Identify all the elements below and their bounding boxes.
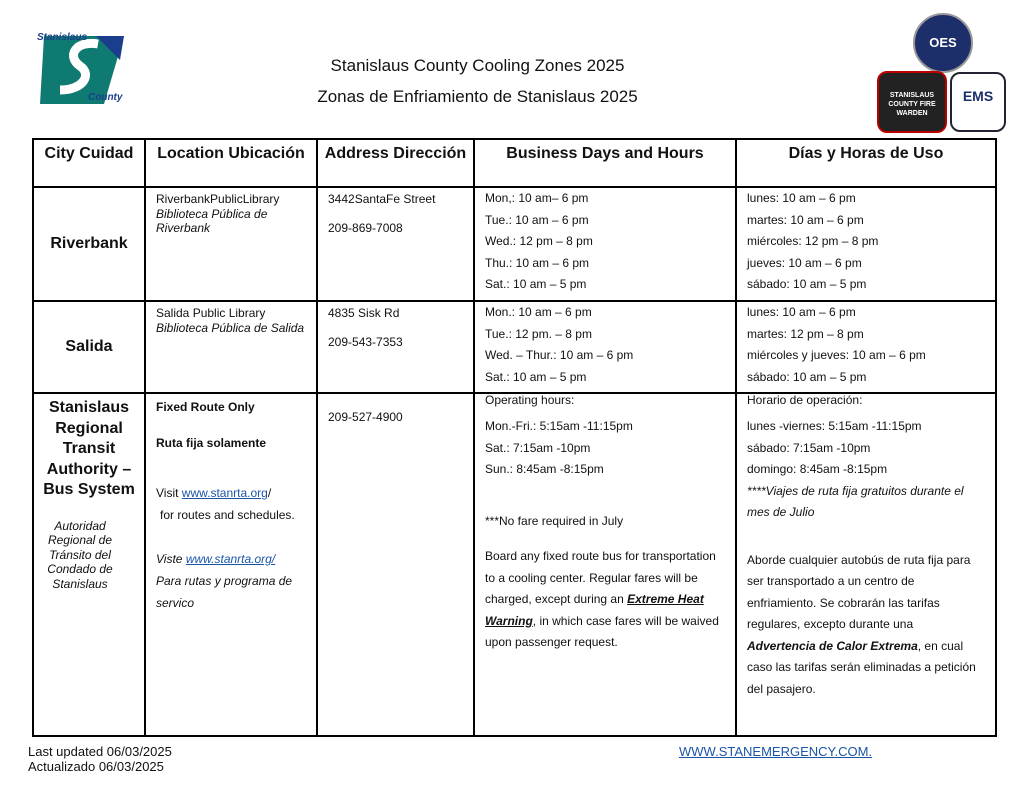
table-row bbox=[33, 393, 996, 736]
phone-number: 209-543-7353 bbox=[328, 334, 403, 349]
table-header-row bbox=[33, 139, 996, 187]
header-location: Location Ubicación bbox=[145, 139, 317, 187]
location-riverbank bbox=[145, 187, 317, 301]
stanrta-link[interactable]: www.stanrta.org bbox=[181, 486, 268, 500]
hours-line: Thu.: 10 am – 6 pm bbox=[485, 255, 590, 270]
no-fare-note: ***No fare required in July bbox=[485, 513, 624, 528]
location-name-es: Biblioteca Pública de Salida bbox=[156, 320, 305, 335]
visit-line bbox=[156, 482, 306, 504]
hours-salida bbox=[474, 301, 736, 393]
address-street: 3442SantaFe Street bbox=[328, 192, 436, 206]
page-title: Stanislaus County Cooling Zones 2025 bbox=[330, 56, 625, 75]
city-salida: Salida bbox=[33, 301, 145, 393]
logo-text-bottom: County bbox=[88, 92, 123, 103]
fire-warden-badge bbox=[877, 71, 947, 133]
hours-transit bbox=[474, 393, 736, 736]
horario-label: Horario de operación: bbox=[747, 393, 863, 407]
board-text-1: Board any fixed route bus for transportation to a cooling center. Regular fares will be charged, except during an bbox=[485, 549, 716, 606]
fixed-route-label-es: Ruta fija solamente bbox=[156, 436, 267, 450]
board-text-2: , in which case fares will be waived upon passenger request. bbox=[485, 613, 719, 649]
ems-badge-text: EMS bbox=[962, 88, 994, 104]
location-transit bbox=[145, 393, 317, 736]
address-riverbank bbox=[317, 187, 474, 301]
board-text bbox=[485, 546, 725, 654]
fixed-route-label: Fixed Route Only bbox=[156, 400, 255, 414]
location-name: Salida Public Library bbox=[156, 306, 266, 320]
horas-line: martes: 10 am – 6 pm bbox=[747, 212, 864, 227]
hours-line: Sat.: 10 am – 5 pm bbox=[485, 369, 587, 384]
page-subtitle: Zonas de Enfriamiento de Stanislaus 2025 bbox=[317, 87, 638, 106]
oes-seal bbox=[913, 13, 973, 73]
horas-transit bbox=[736, 393, 996, 736]
phone-number: 209-527-4900 bbox=[328, 410, 403, 424]
aborde-text-1: Aborde cualquier autobús de ruta fija para ser transportado a un centro de enfriamiento. Se cobrarán las tarifas regulares, excepto durante una bbox=[747, 552, 971, 631]
horas-line: sábado: 7:15am -10pm bbox=[747, 440, 871, 455]
table-row bbox=[33, 187, 996, 301]
horas-line: miércoles y jueves: 10 am – 6 pm bbox=[747, 348, 926, 362]
fire-badge-text: STANISLAUS COUNTY FIRE WARDEN bbox=[888, 92, 936, 117]
horas-line: martes: 12 pm – 8 pm bbox=[747, 326, 864, 341]
location-salida bbox=[145, 301, 317, 393]
hours-line: Wed.: 12 pm – 8 pm bbox=[485, 234, 593, 248]
extreme-heat-warning: Extreme Heat Warning bbox=[485, 592, 704, 628]
horas-line: miércoles: 12 pm – 8 pm bbox=[747, 234, 879, 248]
link-slash: / bbox=[267, 486, 272, 500]
hours-line: Sat.: 10 am – 5 pm bbox=[485, 277, 587, 291]
city-riverbank: Riverbank bbox=[33, 187, 145, 301]
stanrta-link-es[interactable]: www.stanrta.org/ bbox=[185, 552, 276, 566]
last-updated: Last updated 06/03/2025 Actualizado 06/03/2025 bbox=[28, 744, 172, 774]
hours-line: Tue.: 10 am – 6 pm bbox=[485, 212, 589, 227]
header-city: City Cuidad bbox=[33, 139, 145, 187]
hours-line: Sat.: 7:15am -10pm bbox=[485, 440, 591, 455]
oes-seal-text: OES bbox=[929, 35, 957, 50]
hours-line: Mon.-Fri.: 5:15am -11:15pm bbox=[485, 419, 633, 433]
viste-text: Viste bbox=[156, 552, 183, 566]
address-street: 4835 Sisk Rd bbox=[328, 306, 400, 320]
hours-line: Mon,: 10 am– 6 pm bbox=[485, 191, 589, 205]
horas-line: lunes: 10 am – 6 pm bbox=[747, 305, 856, 319]
city-transit bbox=[33, 393, 145, 736]
city-transit-name-es: Autoridad Regional de Tránsito del Condado de Stanislaus bbox=[47, 518, 113, 591]
gratis-note: ****Viajes de ruta fija gratuitos durante el mes de Julio bbox=[747, 483, 964, 519]
cooling-zones-table bbox=[32, 138, 997, 737]
location-name: RiverbankPublicLibrary bbox=[156, 192, 280, 206]
routes-text: for routes and schedules. bbox=[160, 508, 295, 522]
aborde-text-2: , en cual caso las tarifas serán eliminadas a petición del pasajero. bbox=[747, 638, 976, 696]
horas-riverbank bbox=[736, 187, 996, 301]
horas-line: lunes -viernes: 5:15am -11:15pm bbox=[747, 419, 922, 433]
logo-text-top: Stanislaus bbox=[37, 32, 88, 43]
hours-line: Mon.: 10 am – 6 pm bbox=[485, 305, 592, 319]
horas-line: sábado: 10 am – 5 pm bbox=[747, 369, 867, 384]
hours-riverbank bbox=[474, 187, 736, 301]
rutas-text: Para rutas y programa de servico bbox=[156, 574, 293, 610]
horas-line: domingo: 8:45am -8:15pm bbox=[747, 462, 888, 476]
hours-line: Tue.: 12 pm. – 8 pm bbox=[485, 326, 592, 341]
hours-line: Sun.: 8:45am -8:15pm bbox=[485, 462, 604, 476]
location-name-es: Biblioteca Pública de Riverbank bbox=[156, 206, 268, 235]
visit-text: Visit bbox=[156, 486, 179, 500]
address-salida bbox=[317, 301, 474, 393]
header-horas: Días y Horas de Uso bbox=[736, 139, 996, 187]
city-transit-name: Stanislaus Regional Transit Authority – Bus System bbox=[43, 399, 135, 498]
header-hours: Business Days and Hours bbox=[474, 139, 736, 187]
address-transit bbox=[317, 393, 474, 736]
horas-line: sábado: 10 am – 5 pm bbox=[747, 277, 867, 291]
horas-line: lunes: 10 am – 6 pm bbox=[747, 191, 856, 205]
advertencia-calor: Advertencia de Calor Extrema bbox=[747, 638, 918, 653]
horas-line: jueves: 10 am – 6 pm bbox=[747, 255, 862, 270]
operating-hours-label: Operating hours: bbox=[485, 393, 575, 407]
ems-badge bbox=[950, 72, 1006, 132]
stanemergency-link[interactable]: WWW.STANEMERGENCY.COM. bbox=[679, 744, 873, 759]
viste-line bbox=[156, 548, 306, 570]
hours-line: Wed. – Thur.: 10 am – 6 pm bbox=[485, 348, 634, 362]
table-row bbox=[33, 301, 996, 393]
phone-number: 209-869-7008 bbox=[328, 220, 403, 235]
aborde-text bbox=[747, 550, 985, 701]
horas-salida bbox=[736, 301, 996, 393]
header-address: Address Dirección bbox=[317, 139, 474, 187]
